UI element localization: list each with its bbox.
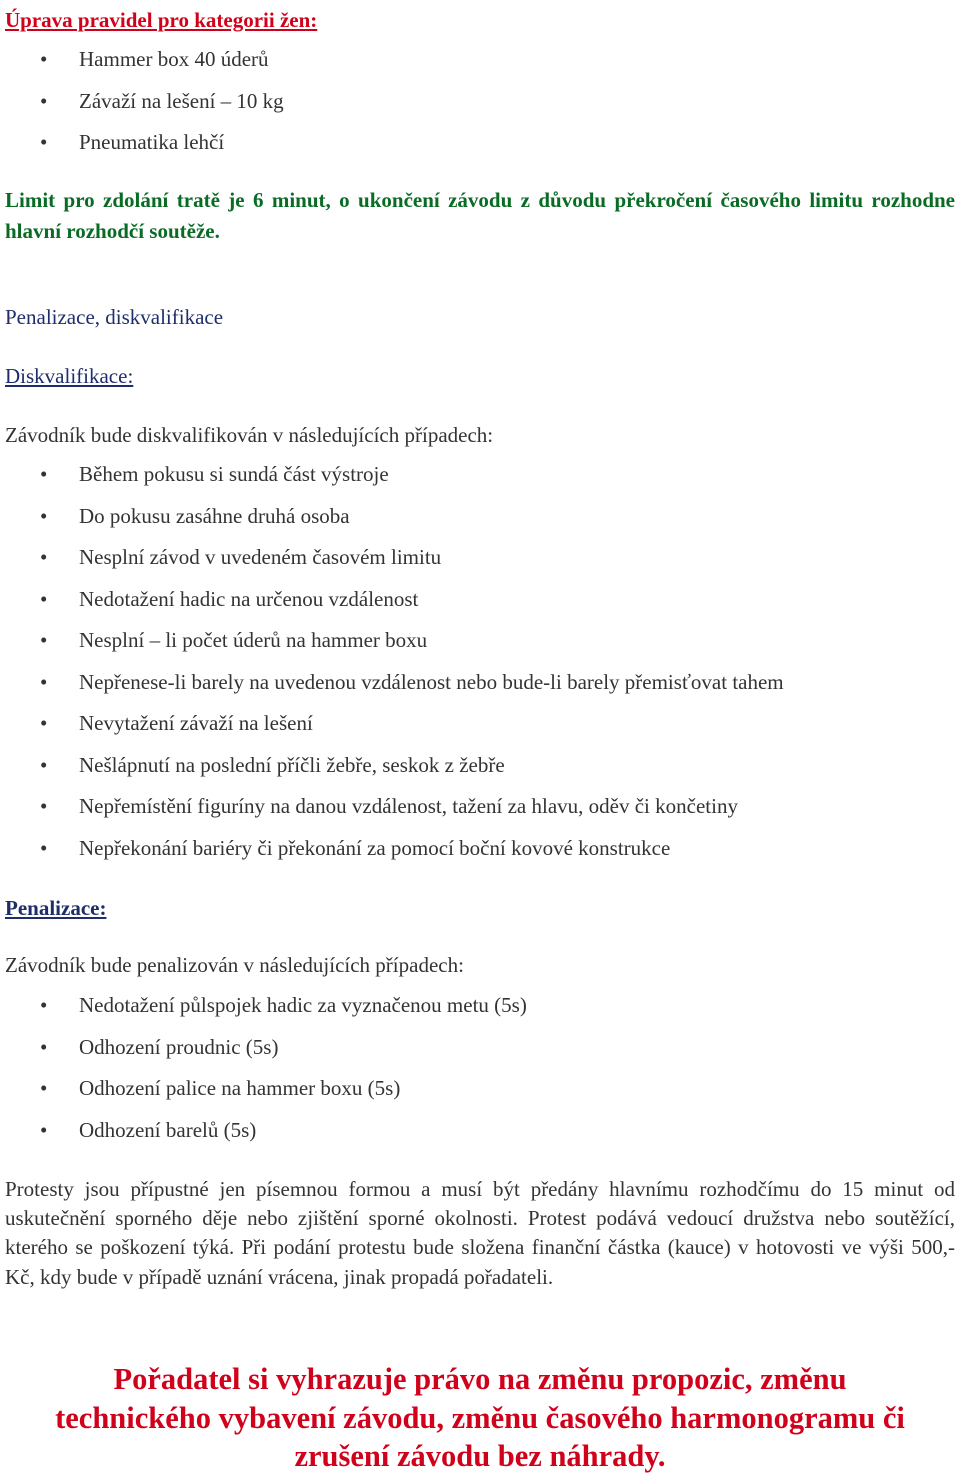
disqualification-intro: Závodník bude diskvalifikován v následujících případech: xyxy=(5,423,494,447)
final-notice-line: technického vybavení závodu, změnu časového harmonogramu či xyxy=(55,1400,905,1435)
list-item: • Nedotažení hadic na určenou vzdálenost xyxy=(0,579,955,621)
list-item: • Nepřemístění figuríny na danou vzdálenost, tažení za hlavu, oděv či končetiny xyxy=(0,786,955,828)
final-notice-line: zrušení závodu bez náhrady. xyxy=(294,1439,666,1473)
list-item: • Nepřenese-li barely na uvedenou vzdálenost nebo bude-li barely přemisťovat tahem xyxy=(0,662,955,704)
section-title: Penalizace, diskvalifikace xyxy=(5,305,224,329)
women-rules-list xyxy=(0,39,955,164)
list-item: • Závaží na lešení – 10 kg xyxy=(0,81,955,123)
penalization-heading: Penalizace: xyxy=(5,896,107,920)
penalization-list xyxy=(0,985,955,1151)
list-item: • Nedotažení půlspojek hadic za vyznačenou metu (5s) xyxy=(0,985,955,1027)
list-item: • Odhození proudnic (5s) xyxy=(0,1027,955,1069)
penalization-intro: Závodník bude penalizován v následujících případech: xyxy=(5,953,464,977)
list-item: • Během pokusu si sundá část výstroje xyxy=(0,454,955,496)
final-notice xyxy=(0,1360,960,1476)
list-item: • Odhození barelů (5s) xyxy=(0,1110,955,1152)
women-rules-heading: Úprava pravidel pro kategorii žen: xyxy=(5,8,318,32)
list-item: • Pneumatika lehčí xyxy=(0,122,955,164)
list-item: • Nesplní závod v uvedeném časovém limitu xyxy=(0,537,955,579)
time-limit-note: Limit pro zdolání tratě je 6 minut, o ukončení závodu z důvodu překročení časového limitu rozhodne hlavní rozhodčí soutěže. xyxy=(5,188,955,243)
list-item: • Nepřekonání bariéry či překonání za pomocí boční kovové konstrukce xyxy=(0,828,955,870)
list-item: • Do pokusu zasáhne druhá osoba xyxy=(0,496,955,538)
list-item: • Nesplní – li počet úderů na hammer boxu xyxy=(0,620,955,662)
list-item: • Odhození palice na hammer boxu (5s) xyxy=(0,1068,955,1110)
protest-paragraph: Protesty jsou přípustné jen písemnou formou a musí být předány hlavnímu rozhodčímu do 15 minut od uskutečnění sporného děje nebo zjištění sporné okolnosti. Protest podává vedoucí družstva nebo soutěžící, kterého se poškození týká. Při podání protestu bude složena finanční částka (kauce) v hotovosti ve výši 500,- Kč, kdy bude v případě uznání vrácena, jinak propadá pořadateli. xyxy=(5,1177,955,1289)
list-item: • Hammer box 40 úderů xyxy=(0,39,955,81)
final-notice-line: Pořadatel si vyhrazuje právo na změnu propozic, změnu xyxy=(113,1362,847,1396)
list-item: • Nešlápnutí na poslední příčli žebře, seskok z žebře xyxy=(0,745,955,787)
disqualification-heading: Diskvalifikace: xyxy=(5,364,134,388)
disqualification-list xyxy=(0,454,955,869)
list-item: • Nevytažení závaží na lešení xyxy=(0,703,955,745)
